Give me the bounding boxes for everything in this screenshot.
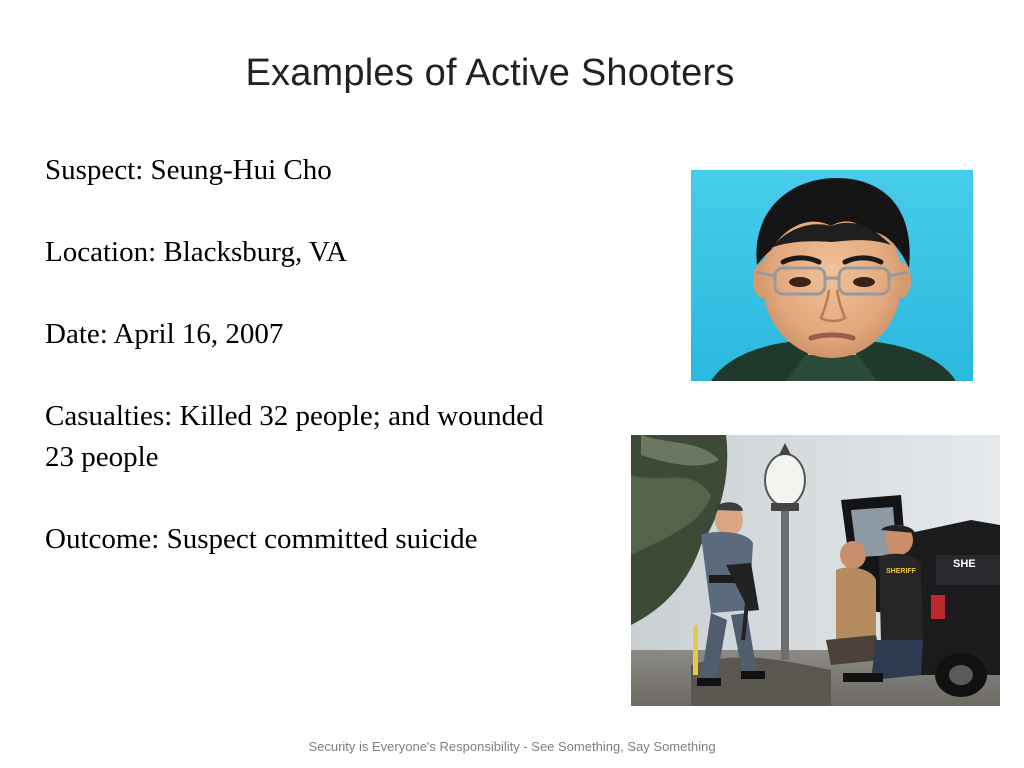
police-scene-photo bbox=[631, 435, 1000, 706]
details-text-block bbox=[45, 150, 565, 601]
car-door-lettering: SHE bbox=[953, 558, 976, 570]
scene-illustration bbox=[631, 435, 1000, 706]
portrait-illustration bbox=[691, 170, 973, 381]
detail-date: Date: April 16, 2007 bbox=[45, 318, 284, 350]
suspect-portrait-photo bbox=[691, 170, 973, 381]
detail-location: Location: Blacksburg, VA bbox=[45, 236, 348, 268]
detail-casualties: Casualties: Killed 32 people; and wounded 23 people bbox=[45, 400, 544, 473]
detail-outcome: Outcome: Suspect committed suicide bbox=[45, 523, 478, 555]
slide-footer: Security is Everyone's Responsibility - See Something, Say Something bbox=[308, 739, 716, 754]
vest-lettering: SHERIFF bbox=[886, 568, 916, 575]
slide-title: Examples of Active Shooters bbox=[245, 52, 735, 94]
detail-suspect: Suspect: Seung-Hui Cho bbox=[45, 154, 332, 186]
